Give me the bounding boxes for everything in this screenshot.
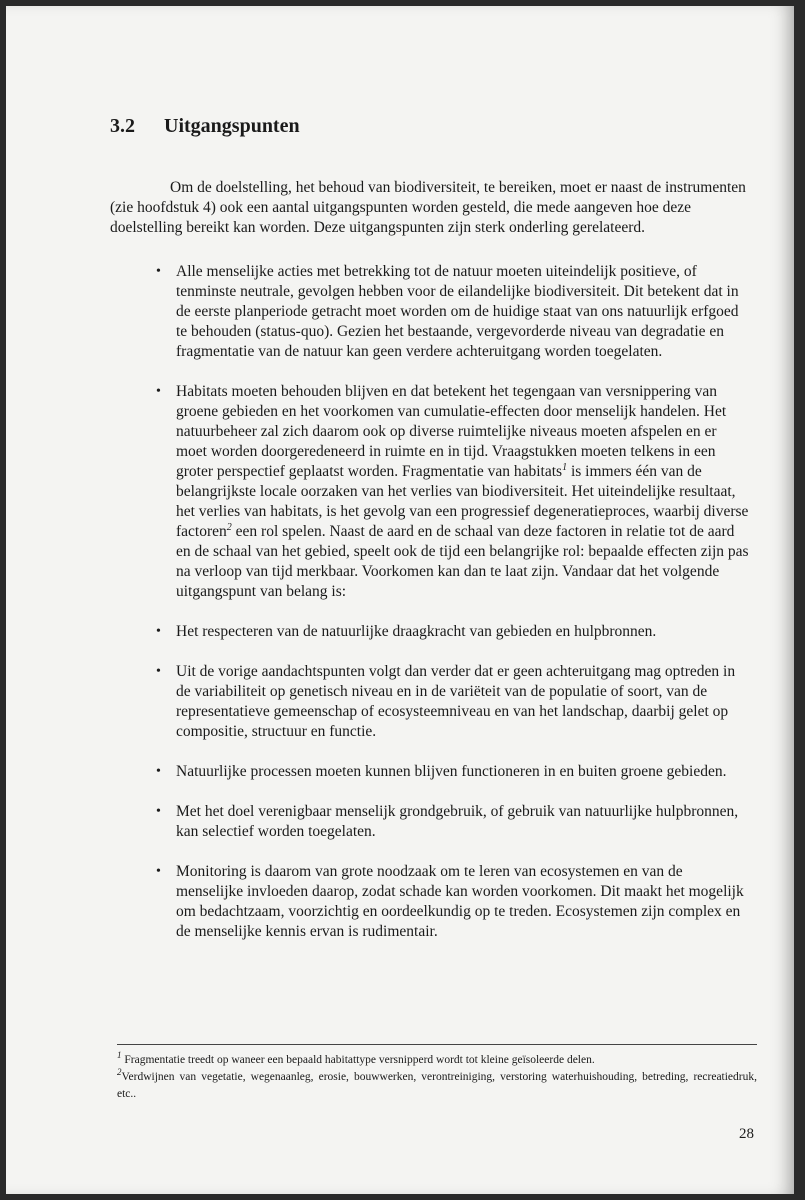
footnote-text: Verdwijnen van vegetatie, wegenaanleg, erosie, bouwwerken, verontreiniging, verstoring waterhuishouding, betreding, recreatiedruk, etc.. xyxy=(117,1071,757,1100)
section-heading xyxy=(110,114,750,138)
footnote-mark: 1 xyxy=(117,1050,122,1061)
footnote-text: Fragmentatie treedt op waneer een bepaald habitattype versnipperd wordt tot kleine geïsoleerde delen. xyxy=(121,1054,595,1066)
list-item xyxy=(110,762,750,782)
list-item-text: Het respecteren van de natuurlijke draagkracht van gebieden en hulpbronnen. xyxy=(176,623,657,640)
list-item xyxy=(110,262,750,362)
intro-paragraph: Om de doelstelling, het behoud van biodiversiteit, te bereiken, moet er naast de instrumenten (zie hoofdstuk 4) ook een aantal uitgangspunten worden gesteld, die mede aangeven hoe deze doelstelling bereikt kan worden. Deze uitgangspunten zijn sterk onderling gerelateerd. xyxy=(110,179,746,236)
page-content xyxy=(110,114,750,962)
bullet-list xyxy=(110,262,750,942)
list-item-text: is immers één van de belangrijkste locale oorzaken van het verlies van biodiversiteit. Het uiteindelijke resultaat, het verlies van habitats, is het gevolg van een progressief degeneratieproces, waarbij diverse factoren xyxy=(176,463,749,540)
list-item-text: Natuurlijke processen moeten kunnen blijven functioneren in en buiten groene gebieden. xyxy=(176,763,727,780)
list-item xyxy=(110,382,750,602)
footnotes xyxy=(117,1052,757,1103)
list-item-text: Alle menselijke acties met betrekking tot de natuur moeten uiteindelijk positieve, of tenminste neutrale, gevolgen hebben voor de eilandelijke biodiversiteit. Dit betekent dat in de eerste planperiode getracht moet worden om de huidige staat van ons natuurlijk erfgoed te behouden (status-quo). Gezien het bestaande, vergevorderde niveau van degradatie en fragmentatie van de natuur kan geen verdere achteruitgang worden toegelaten. xyxy=(176,263,739,360)
list-item xyxy=(110,862,750,942)
list-item-text: Uit de vorige aandachtspunten volgt dan verder dat er geen achteruitgang mag optreden in de variabiliteit op genetisch niveau en in de variëteit van de populatie of soort, van de representatieve gemeenschap of ecosysteemniveau en van het landschap, daarbij gelet op compositie, structuur en functie. xyxy=(176,663,736,740)
footnote-2 xyxy=(117,1069,757,1103)
list-item xyxy=(110,802,750,842)
list-item xyxy=(110,662,750,742)
list-item-text: Met het doel verenigbaar menselijk grondgebruik, of gebruik van natuurlijke hulpbronnen, kan selectief worden toegelaten. xyxy=(176,803,739,840)
footnote-ref[interactable]: 1 xyxy=(562,461,568,473)
page-number: 28 xyxy=(739,1126,754,1142)
bullet-icon: • xyxy=(156,384,161,399)
bullet-icon: • xyxy=(156,664,161,679)
bullet-icon: • xyxy=(156,624,161,639)
bullet-icon: • xyxy=(156,804,161,819)
list-item-text: Monitoring is daarom van grote noodzaak om te leren van ecosystemen en van de menselijke invloeden daarop, zodat schade kan worden voorkomen. Dit maakt het mogelijk om bedachtzaam, voorzichtig en oordeelkundig op te treden. Ecosystemen zijn complex en de menselijke kennis ervan is rudimentair. xyxy=(176,863,744,940)
footnote-divider xyxy=(117,1044,757,1045)
bullet-icon: • xyxy=(156,764,161,779)
footnote-1 xyxy=(117,1052,757,1069)
footnote-ref[interactable]: 2 xyxy=(226,521,232,533)
list-item-text: een rol spelen. Naast de aard en de schaal van deze factoren in relatie tot de aard en de schaal van het gebied, speelt ook de tijd een belangrijke rol: bepaalde effecten zijn pas na verloop van tijd merkbaar. Voorkomen kan dan te laat zijn. Vandaar dat het volgende uitgangspunt van belang is: xyxy=(176,523,749,600)
bullet-icon: • xyxy=(156,264,161,279)
bullet-icon: • xyxy=(156,864,161,879)
list-item-text: Habitats moeten behouden blijven en dat betekent het tegengaan van versnippering van groene gebieden en het voorkomen van cumulatie-effecten door menselijk handelen. Het natuurbeheer zal zich daarom ook op diverse ruimtelijke niveaus moeten afspelen en er moet worden doorgeredeneerd in ruimte en in tijd. Vraagstukken moeten telkens in een groter perspectief geplaatst worden. Fragmentatie van habitats xyxy=(176,383,727,480)
document-page xyxy=(6,6,794,1194)
list-item xyxy=(110,622,750,642)
footnote-mark: 2 xyxy=(117,1067,122,1078)
section-title: Uitgangspunten xyxy=(164,115,300,137)
section-number: 3.2 xyxy=(110,115,135,137)
